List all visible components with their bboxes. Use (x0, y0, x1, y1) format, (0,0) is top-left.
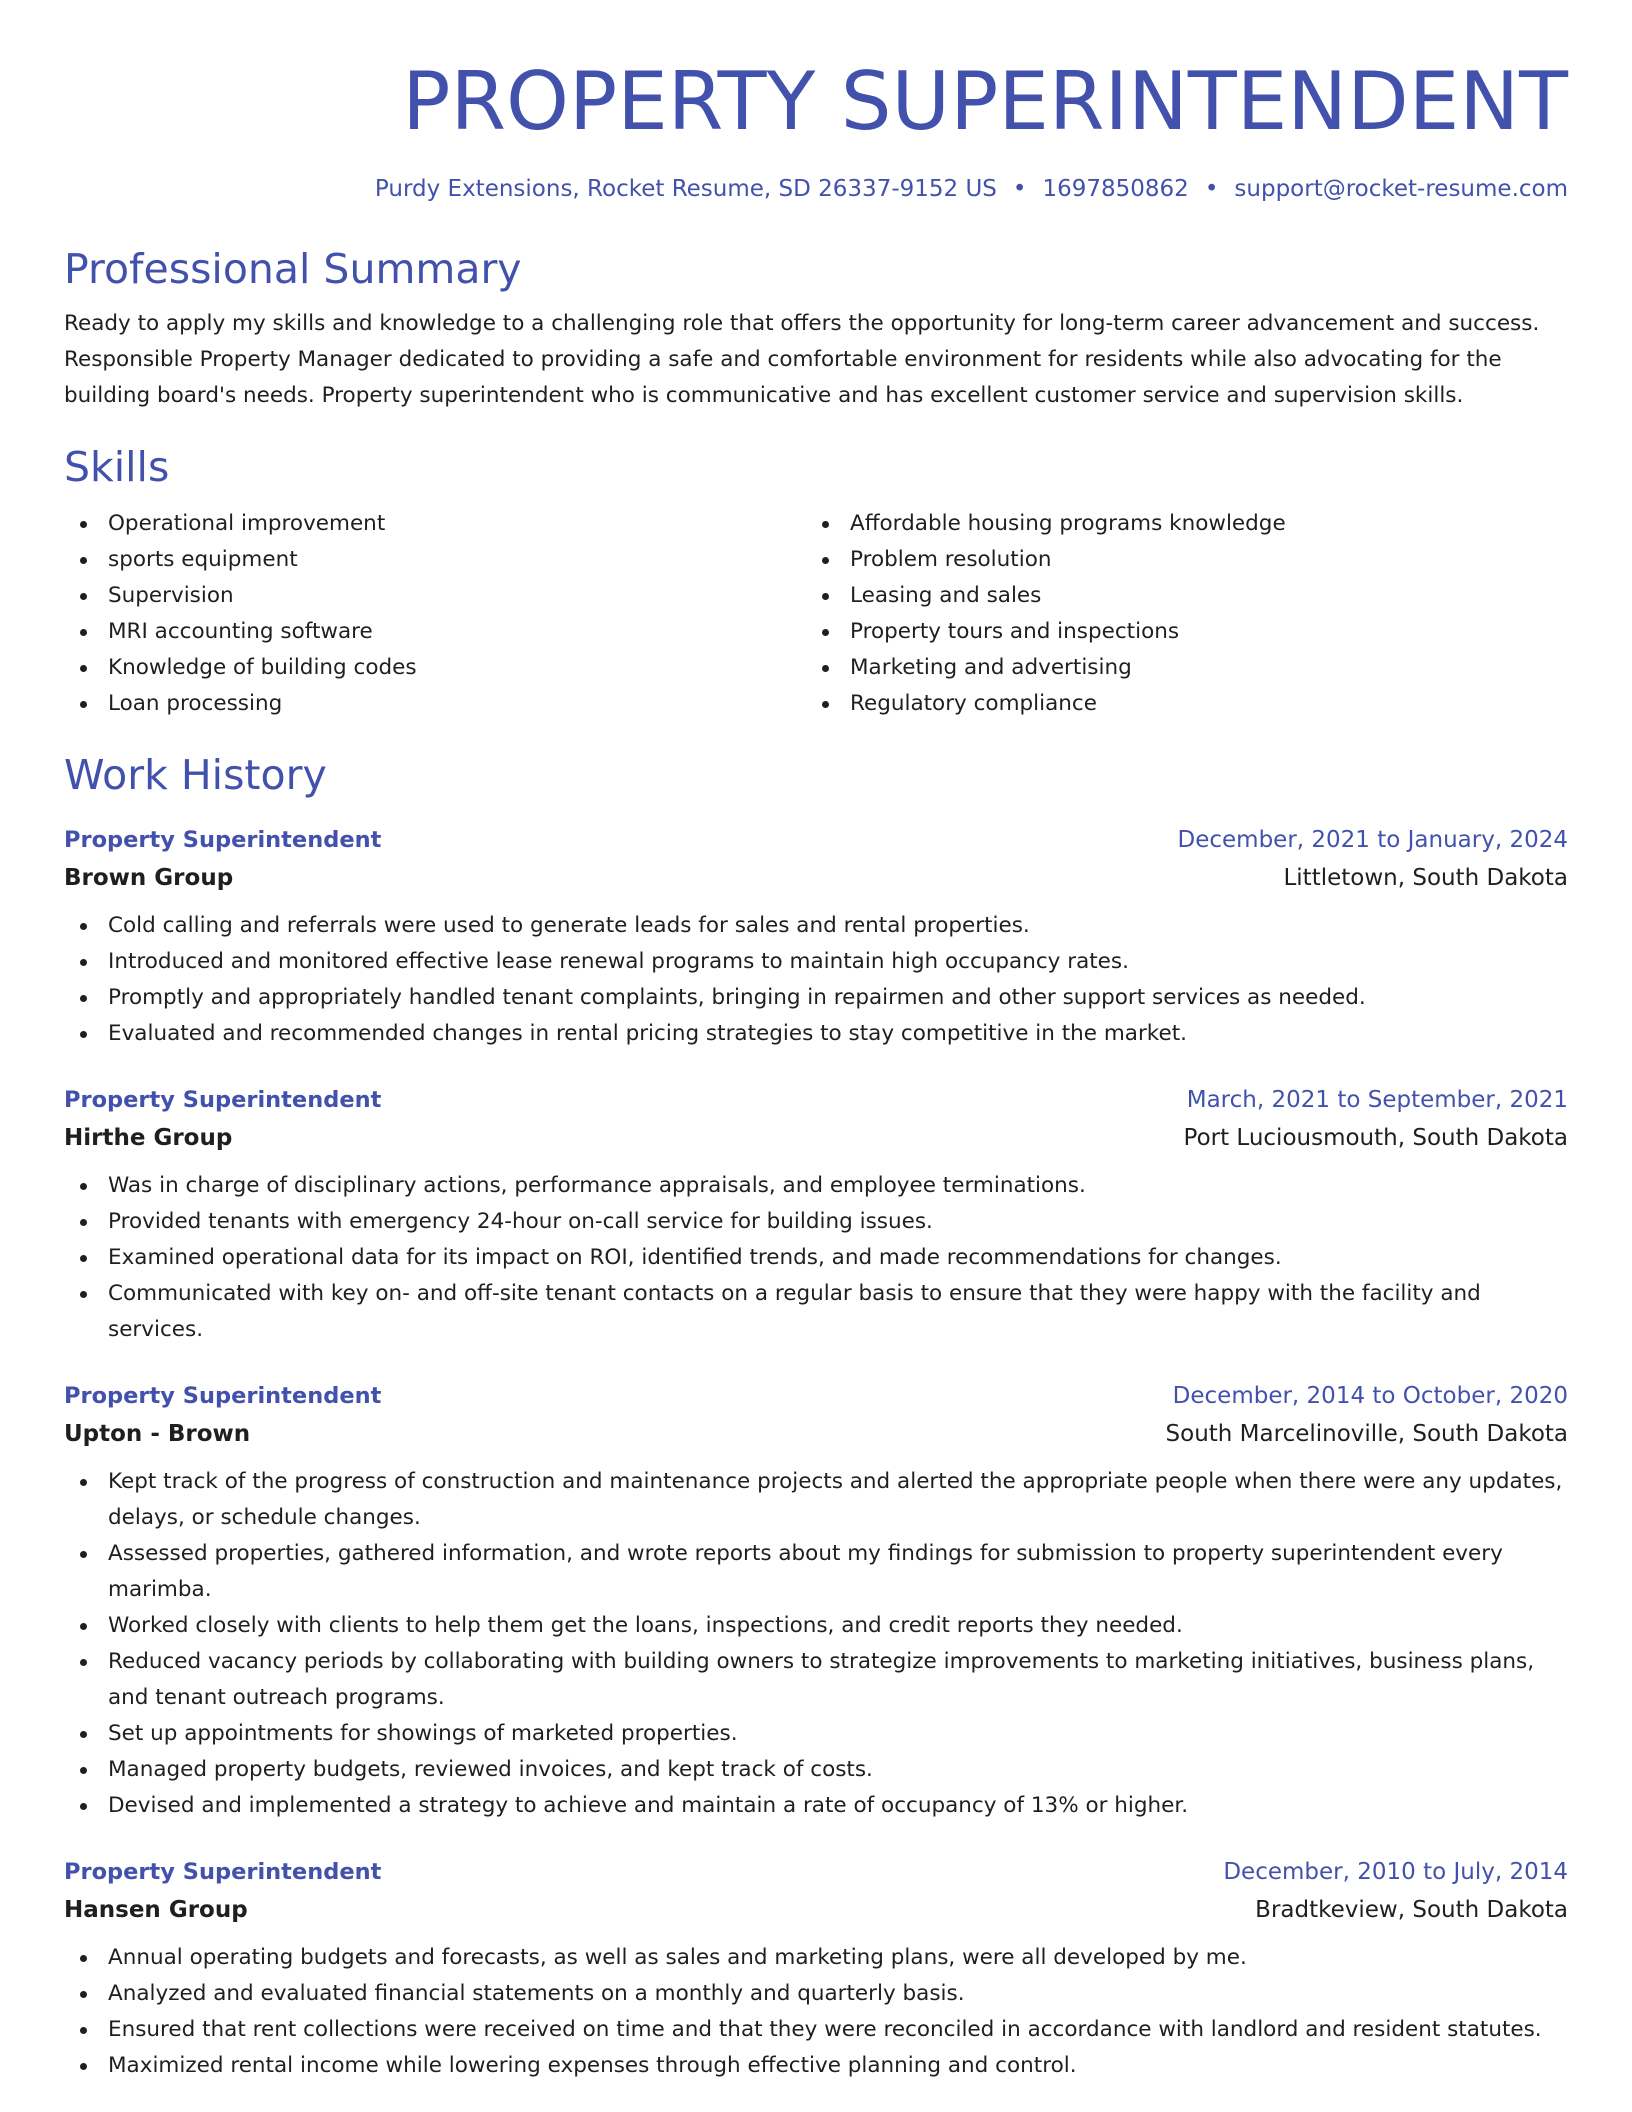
section-title-work-history: Work History (64, 751, 327, 799)
job-header (64, 1854, 1568, 1890)
job-bullet: Evaluated and recommended changes in rental pricing strategies to stay competitive in the market. (64, 1016, 1568, 1052)
job-company: Hirthe Group (64, 1125, 233, 1151)
job-title: Property Superintendent (64, 1087, 382, 1113)
skill-item: Operational improvement (64, 506, 806, 542)
section-title-summary: Professional Summary (64, 245, 522, 293)
job-bullets (64, 1168, 1568, 1348)
skill-item: sports equipment (64, 542, 806, 578)
job-bullet: Promptly and appropriately handled tenant complaints, bringing in repairmen and other support services as needed. (64, 980, 1568, 1016)
job-subheader (64, 1890, 1568, 1930)
contact-email[interactable]: support@rocket-resume.com (1234, 176, 1568, 202)
skill-item: Regulatory compliance (806, 686, 1548, 722)
skills-column-right (806, 506, 1548, 722)
job-bullet: Ensured that rent collections were received on time and that they were reconciled in accordance with landlord and resident statutes. (64, 2012, 1568, 2048)
job-header (64, 822, 1568, 858)
skill-item: Supervision (64, 578, 806, 614)
skill-item: Problem resolution (806, 542, 1548, 578)
job-dates: December, 2021 to January, 2024 (1177, 827, 1568, 853)
job-location: South Marcelinoville, South Dakota (1165, 1421, 1568, 1447)
skill-item: Property tours and inspections (806, 614, 1548, 650)
job-bullet: Devised and implemented a strategy to achieve and maintain a rate of occupancy of 13% or higher. (64, 1788, 1568, 1824)
job-bullet: Cold calling and referrals were used to generate leads for sales and rental properties. (64, 908, 1568, 944)
job-subheader (64, 1414, 1568, 1454)
job-bullet: Introduced and monitored effective lease renewal programs to maintain high occupancy rates. (64, 944, 1568, 980)
job-bullet: Annual operating budgets and forecasts, as well as sales and marketing plans, were all developed by me. (64, 1940, 1568, 1976)
job-entry (64, 1082, 1568, 1348)
skill-item: Affordable housing programs knowledge (806, 506, 1548, 542)
contact-line (64, 174, 1568, 204)
resume-name: PROPERTY SUPERINTENDENT (402, 55, 1568, 148)
job-header (64, 1378, 1568, 1414)
job-company: Brown Group (64, 865, 234, 891)
contact-separator: • (1204, 176, 1219, 202)
job-title: Property Superintendent (64, 1383, 382, 1409)
job-bullets (64, 1940, 1568, 2084)
job-bullet: Set up appointments for showings of marketed properties. (64, 1716, 1568, 1752)
job-entry (64, 1854, 1568, 2084)
contact-address: Purdy Extensions, Rocket Resume, SD 26337-9152 US (374, 176, 997, 202)
job-bullet: Worked closely with clients to help them get the loans, inspections, and credit reports they needed. (64, 1608, 1568, 1644)
skill-item: Marketing and advertising (806, 650, 1548, 686)
job-bullet: Maximized rental income while lowering expenses through effective planning and control. (64, 2048, 1568, 2084)
skill-item: Leasing and sales (806, 578, 1548, 614)
job-location: Port Luciousmouth, South Dakota (1183, 1125, 1568, 1151)
job-bullet: Provided tenants with emergency 24-hour on-call service for building issues. (64, 1204, 1568, 1240)
skill-item: Knowledge of building codes (64, 650, 806, 686)
job-bullet: Examined operational data for its impact on ROI, identified trends, and made recommendations for changes. (64, 1240, 1568, 1276)
job-entry (64, 822, 1568, 1052)
skills-list (64, 506, 1568, 722)
job-bullet: Managed property budgets, reviewed invoices, and kept track of costs. (64, 1752, 1568, 1788)
job-bullet: Kept track of the progress of construction and maintenance projects and alerted the appropriate people when there were any updates, delays, or schedule changes. (64, 1464, 1568, 1536)
job-subheader (64, 1118, 1568, 1158)
resume-page (64, 0, 1568, 2084)
job-location: Bradtkeview, South Dakota (1255, 1897, 1568, 1923)
job-title: Property Superintendent (64, 1859, 382, 1885)
skill-item: Loan processing (64, 686, 806, 722)
job-location: Littletown, South Dakota (1283, 865, 1568, 891)
section-title-skills: Skills (64, 443, 170, 491)
job-dates: March, 2021 to September, 2021 (1186, 1087, 1568, 1113)
job-title: Property Superintendent (64, 827, 382, 853)
skill-item: MRI accounting software (64, 614, 806, 650)
job-bullet: Reduced vacancy periods by collaborating with building owners to strategize improvements to marketing initiatives, business plans, and tenant outreach programs. (64, 1644, 1568, 1716)
contact-phone: 1697850862 (1042, 176, 1189, 202)
contact-separator: • (1012, 176, 1027, 202)
summary-text: Ready to apply my skills and knowledge to a challenging role that offers the opportunity for long-term career advancement and success. Responsible Property Manager dedicated to providing a safe and comfortable environment for residents while also advocating for the building board's needs. Property superintendent who is communicative and has excellent customer service and supervision skills. (64, 311, 1540, 408)
job-dates: December, 2014 to October, 2020 (1172, 1383, 1568, 1409)
job-subheader (64, 858, 1568, 898)
job-dates: December, 2010 to July, 2014 (1223, 1859, 1568, 1885)
job-company: Hansen Group (64, 1897, 248, 1923)
job-company: Upton - Brown (64, 1421, 251, 1447)
job-bullets (64, 908, 1568, 1052)
job-entry (64, 1378, 1568, 1824)
job-bullet: Was in charge of disciplinary actions, performance appraisals, and employee terminations. (64, 1168, 1568, 1204)
job-header (64, 1082, 1568, 1118)
job-bullets (64, 1464, 1568, 1824)
job-bullet: Communicated with key on- and off-site tenant contacts on a regular basis to ensure that they were happy with the facility and services. (64, 1276, 1568, 1348)
job-bullet: Assessed properties, gathered information, and wrote reports about my findings for submission to property superintendent every marimba. (64, 1536, 1568, 1608)
skills-column-left (64, 506, 806, 722)
job-bullet: Analyzed and evaluated financial statements on a monthly and quarterly basis. (64, 1976, 1568, 2012)
